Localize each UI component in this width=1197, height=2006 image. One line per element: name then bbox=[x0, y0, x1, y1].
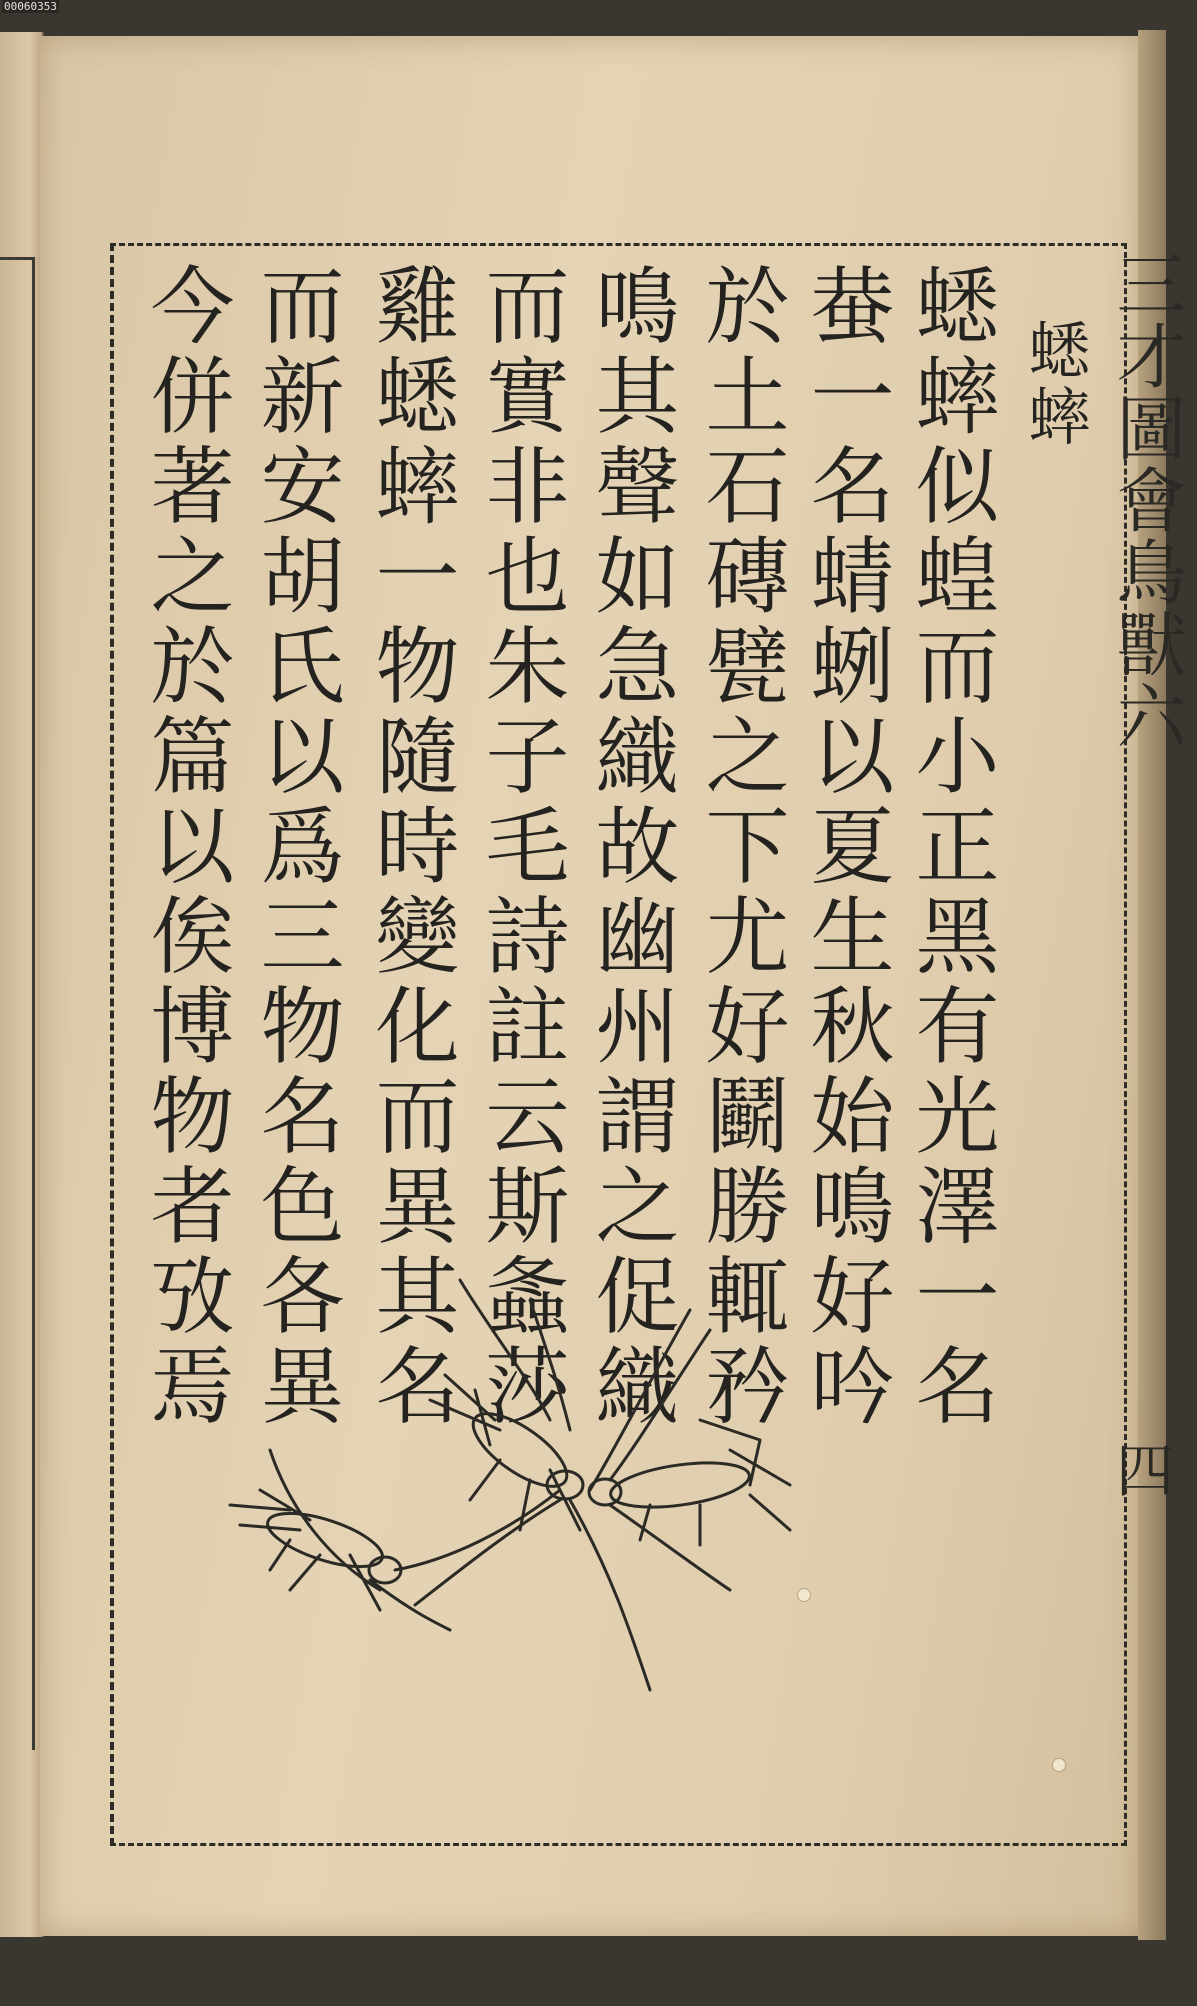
text-column-6: 雞蟋蟀一物隨時變化而異其名 bbox=[362, 262, 460, 1432]
running-head: 三才圖會鳥獸六 bbox=[1105, 248, 1187, 752]
text-column-5: 而實非也朱子毛詩註云斯螽莎 bbox=[472, 262, 570, 1432]
text-column-2: 蛬一名蜻蛚以夏生秋始鳴好吟 bbox=[797, 262, 895, 1432]
adjacent-page-frame bbox=[0, 257, 35, 1750]
crickets-illustration bbox=[230, 1270, 990, 1740]
adjacent-page-edge bbox=[0, 32, 44, 1937]
paper-wormhole bbox=[1052, 1758, 1066, 1772]
text-column-1: 蟋蟀似蝗而小正黑有光澤一名 bbox=[902, 262, 1000, 1432]
scan-id-label: 00060353 bbox=[4, 0, 57, 13]
text-column-8: 今併著之於篇以俟博物者攷焉 bbox=[137, 262, 235, 1432]
entry-heading: 蟋蟀 bbox=[1018, 318, 1091, 450]
text-column-3: 於土石磚甓之下尤好鬬勝輒矜 bbox=[692, 262, 790, 1432]
text-column-7: 而新安胡氏以爲三物名色各異 bbox=[247, 262, 345, 1432]
text-column-4: 鳴其聲如急織故幽州謂之促織 bbox=[582, 262, 680, 1432]
folio-number: 四 bbox=[1106, 1440, 1174, 1498]
cricket-left bbox=[230, 1450, 560, 1630]
cricket-right bbox=[589, 1310, 790, 1590]
paper-wormhole bbox=[797, 1588, 811, 1602]
